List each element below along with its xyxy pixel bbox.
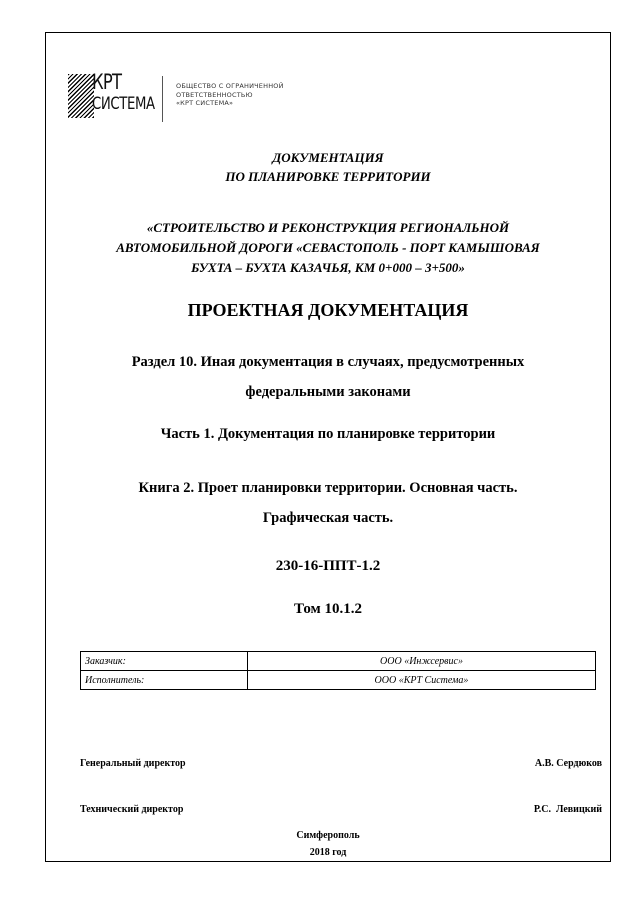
book-title-line: Графическая часть. <box>262 510 394 526</box>
general-director-name: А.В. Сердюков <box>534 758 602 769</box>
company-logo <box>68 72 318 124</box>
customer-value: ООО «Инжсервис» <box>248 652 596 671</box>
document-title-line: ПО ПЛАНИРОВКЕ ТЕРРИТОРИИ <box>225 169 431 184</box>
technical-director-name: Р.С. Левицкий <box>533 804 602 815</box>
technical-director-title: Технический директор <box>80 804 184 815</box>
contractor-label: Исполнитель: <box>81 671 248 690</box>
section-title-line: Раздел 10. Иная документация в случаях, предусмотренных <box>131 354 525 370</box>
footer-city: Симферополь <box>296 830 360 841</box>
logo-org-line: ОТВЕТСТВЕННОСТЬЮ <box>176 90 253 99</box>
volume-number: Том 10.1.2 <box>293 601 362 617</box>
logo-divider <box>162 76 163 122</box>
project-name-line: АВТОМОБИЛЬНОЙ ДОРОГИ «СЕВАСТОПОЛЬ - ПОРТ КАМЫШОВАЯ <box>116 240 540 255</box>
section-title-line: федеральными законами <box>245 384 411 400</box>
project-name <box>45 218 611 278</box>
logo-stripes-icon <box>68 74 94 118</box>
book-title-line: Книга 2. Проет планировки территории. Основная часть. <box>138 480 518 496</box>
logo-org-line: ОБЩЕСТВО С ОГРАНИЧЕННОЙ <box>176 82 284 90</box>
project-name-line: БУХТА – БУХТА КАЗАЧЬЯ, КМ 0+000 – 3+500» <box>191 260 465 275</box>
section-title <box>45 347 611 407</box>
logo-org-name <box>176 82 284 108</box>
footer-year: 2018 год <box>309 847 347 858</box>
project-name-line: «СТРОИТЕЛЬСТВО И РЕКОНСТРУКЦИЯ РЕГИОНАЛЬНОЙ <box>146 220 510 235</box>
general-director-title: Генеральный директор <box>80 758 186 769</box>
table-row <box>81 652 596 671</box>
customer-label: Заказчик: <box>81 652 248 671</box>
part-title: Часть 1. Документация по планировке территории <box>160 426 496 442</box>
footer <box>45 827 611 861</box>
logo-brand-bottom: СИСТЕМА <box>92 94 155 114</box>
document-code: 230-16-ППТ-1.2 <box>275 558 381 574</box>
document-title <box>45 148 611 186</box>
logo-org-line: «КРТ СИСТЕМА» <box>176 99 234 107</box>
document-heading: ПРОЕКТНАЯ ДОКУМЕНТАЦИЯ <box>187 300 469 320</box>
book-title <box>45 473 611 533</box>
table-row <box>81 671 596 690</box>
parties-table <box>80 651 596 690</box>
document-title-line: ДОКУМЕНТАЦИЯ <box>272 150 384 165</box>
logo-brand-top: КРТ <box>92 70 122 94</box>
contractor-value: ООО «КРТ Система» <box>248 671 596 690</box>
